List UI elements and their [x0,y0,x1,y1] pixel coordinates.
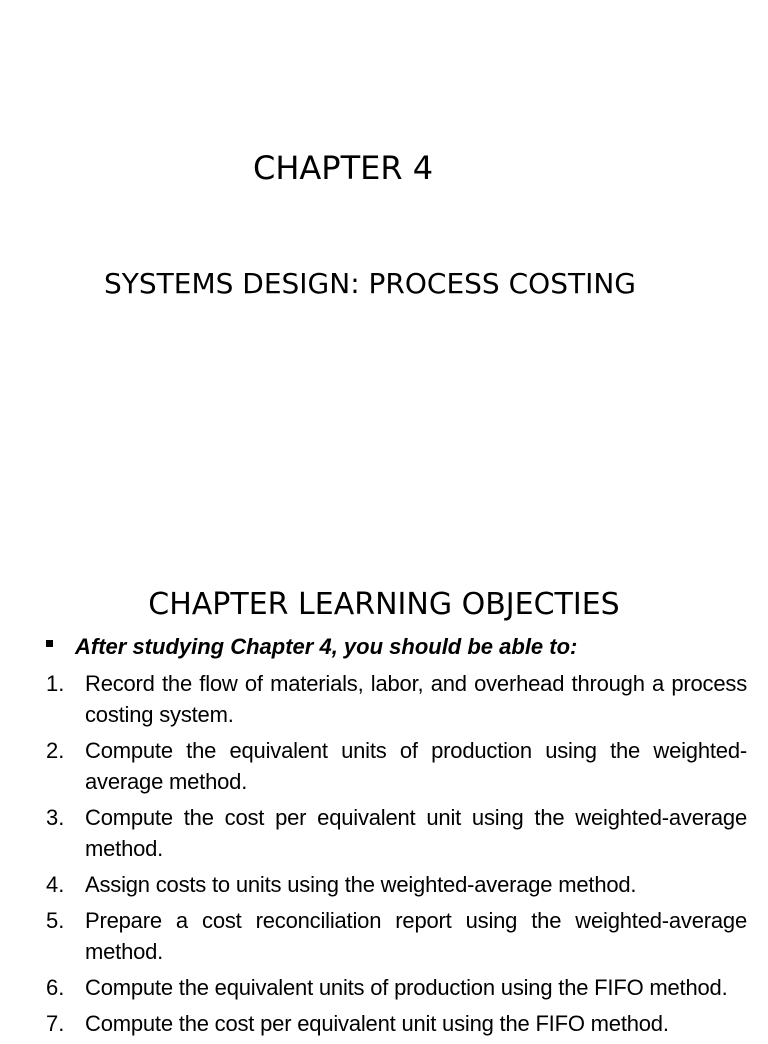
objective-number: 5. [46,908,65,933]
chapter-subtitle: SYSTEMS DESIGN: PROCESS COSTING [104,267,636,300]
objective-item [46,869,747,900]
objective-number: 7. [46,1011,65,1036]
objective-number: 3. [46,805,65,830]
objective-number: 2. [46,738,65,763]
chapter-title: CHAPTER 4 [253,149,434,187]
objective-number: 4. [46,872,65,897]
objective-item [46,905,747,967]
objective-text: Compute the equivalent units of production using the FIFO method. [85,975,728,1000]
objective-item [46,735,747,797]
intro-text: After studying Chapter 4, you should be able to: [75,634,578,659]
objective-text: Assign costs to units using the weighted-average method. [85,872,637,897]
objective-text: Compute the cost per equivalent unit using the FIFO method. [85,1011,669,1036]
objectives-intro [46,634,577,660]
objective-number: 1. [46,671,65,696]
objectives-list [46,668,747,1044]
objective-text: Compute the equivalent units of production using the weighted-average method. [85,738,747,794]
objective-item [46,802,747,864]
objective-text: Record the flow of materials, labor, and overhead through a process costing system. [85,671,747,727]
objectives-heading: CHAPTER LEARNING OBJECTIES [148,587,620,622]
objective-text: Prepare a cost reconciliation report using the weighted-average method. [85,908,747,964]
objective-item [46,972,747,1003]
objective-number: 6. [46,975,65,1000]
objective-item [46,668,747,730]
square-bullet-icon [46,640,53,647]
objective-text: Compute the cost per equivalent unit using the weighted-average method. [85,805,747,861]
